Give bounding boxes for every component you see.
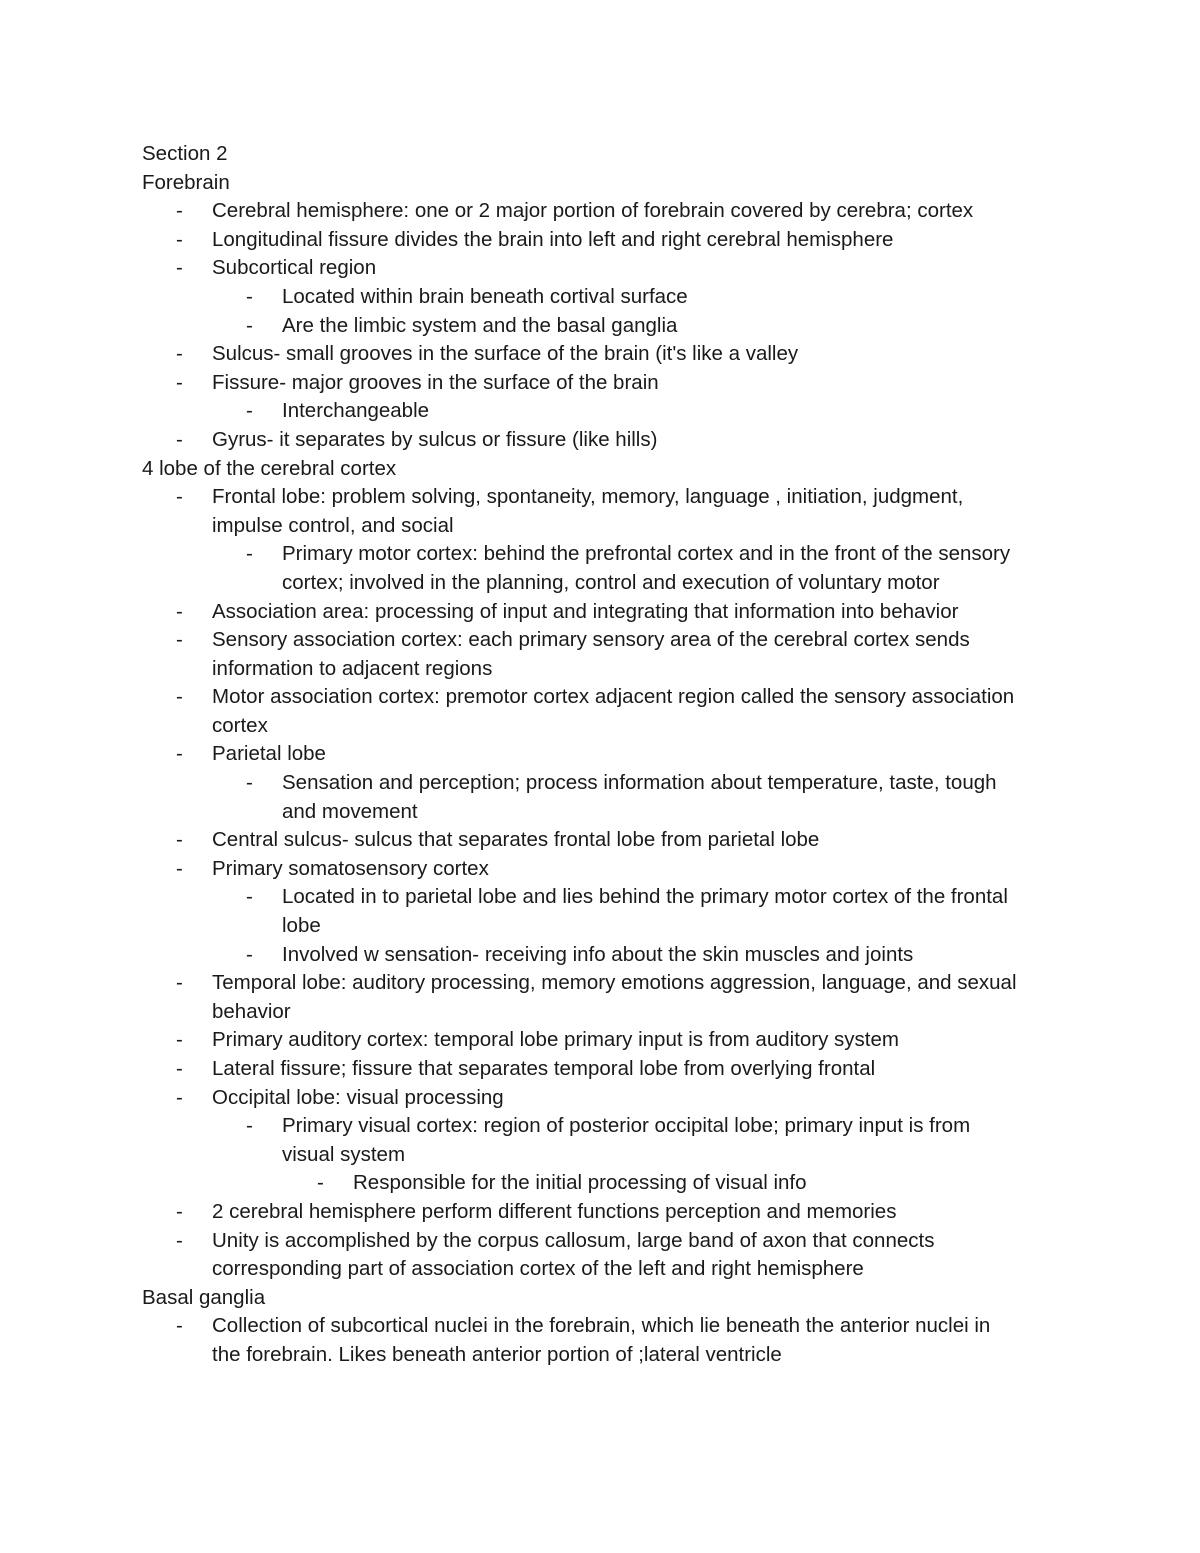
bullet-line [0,1141,1200,1170]
bullet-dash: - [246,942,253,966]
bullet-text: Occipital lobe: visual processing [212,1085,504,1109]
bullet-dash: - [176,342,183,366]
bullet-dash: - [176,1228,183,1252]
bullet-line [0,683,1200,712]
bullet-line [0,1312,1200,1341]
bullet-line [0,397,1200,426]
bullet-line [0,1198,1200,1227]
bullet-text: Primary auditory cortex: temporal lobe primary input is from auditory system [212,1028,899,1052]
bullet-dash: - [176,828,183,852]
bullet-text: Located within brain beneath cortival surface [282,284,688,308]
bullet-dash: - [176,199,183,223]
section-heading: 4 lobe of the cerebral cortex [142,456,397,480]
bullet-line [0,1084,1200,1113]
bullet-text: lobe [282,914,321,938]
bullet-text: Sulcus- small grooves in the surface of the brain (it's like a valley [212,342,799,366]
bullet-dash: - [176,971,183,995]
bullet-text: Cerebral hemisphere: one or 2 major portion of forebrain covered by cerebra; cortex [212,199,974,223]
bullet-text: Collection of subcortical nuclei in the forebrain, which lie beneath the anterior nuclei in [212,1314,991,1338]
bullet-line [0,826,1200,855]
bullet-line [0,941,1200,970]
bullet-text: Unity is accomplished by the corpus callosum, large band of axon that connects [212,1228,935,1252]
bullet-line [0,740,1200,769]
bullet-text: Temporal lobe: auditory processing, memory emotions aggression, language, and sexual [212,971,1017,995]
document-page [0,140,1200,1370]
bullet-dash: - [176,1314,183,1338]
bullet-text: Central sulcus- sulcus that separates frontal lobe from parietal lobe [212,828,820,852]
bullet-text: Gyrus- it separates by sulcus or fissure (like hills) [212,427,658,451]
bullet-line [0,655,1200,684]
bullet-text: Lateral fissure; fissure that separates temporal lobe from overlying frontal [212,1057,876,1080]
bullet-line [0,912,1200,941]
bullet-line [0,598,1200,627]
bullet-line [0,855,1200,884]
bullet-line [0,626,1200,655]
bullet-text: Parietal lobe [212,742,326,766]
bullet-line [0,426,1200,455]
bullet-dash: - [176,1028,183,1052]
bullet-dash: - [176,427,183,451]
bullet-line [0,340,1200,369]
bullet-line [0,1169,1200,1198]
bullet-line [0,1255,1200,1284]
bullet-text: Primary visual cortex: region of posterior occipital lobe; primary input is from [282,1114,971,1138]
bullet-text: Frontal lobe: problem solving, spontaneity, memory, language , initiation, judgment, [212,485,964,509]
bullet-text: Association area: processing of input and integrating that information into behavior [212,599,959,623]
bullet-dash: - [246,542,253,566]
bullet-dash: - [246,1114,253,1138]
bullet-text: Primary somatosensory cortex [212,856,489,880]
bullet-dash: - [176,227,183,251]
bullet-line [0,1227,1200,1256]
bullet-dash: - [176,1057,183,1080]
bullet-line [0,312,1200,341]
bullet-line [0,283,1200,312]
bullet-line [0,1055,1200,1084]
bullet-line [0,969,1200,998]
bullet-dash: - [246,284,253,308]
bullet-dash: - [317,1171,324,1195]
heading-line [0,169,1200,198]
bullet-text: corresponding part of association cortex of the left and right hemisphere [212,1257,864,1281]
bullet-text: Longitudinal fissure divides the brain into left and right cerebral hemisphere [212,227,894,251]
bullet-line [0,1026,1200,1055]
bullet-dash: - [176,256,183,280]
bullet-dash: - [176,685,183,709]
bullet-text: Motor association cortex: premotor cortex adjacent region called the sensory association [212,685,1015,709]
bullet-text: Sensation and perception; process information about temperature, taste, tough [282,771,997,795]
bullet-text: 2 cerebral hemisphere perform different functions perception and memories [212,1199,897,1223]
bullet-dash: - [246,885,253,909]
bullet-text: and movement [282,799,418,823]
heading-line [0,140,1200,169]
bullet-line [0,1341,1200,1370]
section-heading: Forebrain [142,170,230,194]
heading-line [0,455,1200,484]
bullet-line [0,226,1200,255]
bullet-text: Sensory association cortex: each primary sensory area of the cerebral cortex sends [212,628,970,652]
bullet-line [0,712,1200,741]
bullet-text: Interchangeable [282,399,430,423]
bullet-text: behavior [212,999,291,1023]
bullet-text: Fissure- major grooves in the surface of the brain [212,370,659,394]
bullet-line [0,254,1200,283]
bullet-line [0,369,1200,398]
bullet-dash: - [176,856,183,880]
bullet-line [0,998,1200,1027]
bullet-text: cortex [212,713,268,737]
bullet-line [0,798,1200,827]
bullet-dash: - [176,370,183,394]
bullet-text: visual system [282,1142,406,1166]
bullet-line [0,512,1200,541]
bullet-dash: - [176,628,183,652]
bullet-line [0,883,1200,912]
bullet-text: cortex; involved in the planning, control and execution of voluntary motor [282,570,940,594]
section-heading: Basal ganglia [142,1285,266,1309]
bullet-text: Involved w sensation- receiving info about the skin muscles and joints [282,942,914,966]
heading-line [0,1284,1200,1313]
bullet-dash: - [246,313,253,337]
bullet-dash: - [176,1085,183,1109]
bullet-text: Subcortical region [212,256,377,280]
bullet-line [0,769,1200,798]
bullet-text: Are the limbic system and the basal ganglia [282,313,678,337]
bullet-dash: - [176,1199,183,1223]
bullet-line [0,1112,1200,1141]
section-heading: Section 2 [142,142,228,165]
bullet-text: Responsible for the initial processing of visual info [353,1171,807,1195]
bullet-dash: - [246,771,253,795]
bullet-line [0,540,1200,569]
bullet-text: Primary motor cortex: behind the prefrontal cortex and in the front of the sensory [282,542,1011,566]
bullet-dash: - [176,599,183,623]
bullet-line [0,483,1200,512]
bullet-dash: - [176,742,183,766]
bullet-line [0,569,1200,598]
bullet-text: the forebrain. Likes beneath anterior portion of ;lateral ventricle [212,1342,782,1366]
bullet-text: Located in to parietal lobe and lies behind the primary motor cortex of the frontal [282,885,1008,909]
bullet-line [0,197,1200,226]
bullet-text: information to adjacent regions [212,656,493,680]
bullet-dash: - [176,485,183,509]
bullet-dash: - [246,399,253,423]
bullet-text: impulse control, and social [212,513,454,537]
